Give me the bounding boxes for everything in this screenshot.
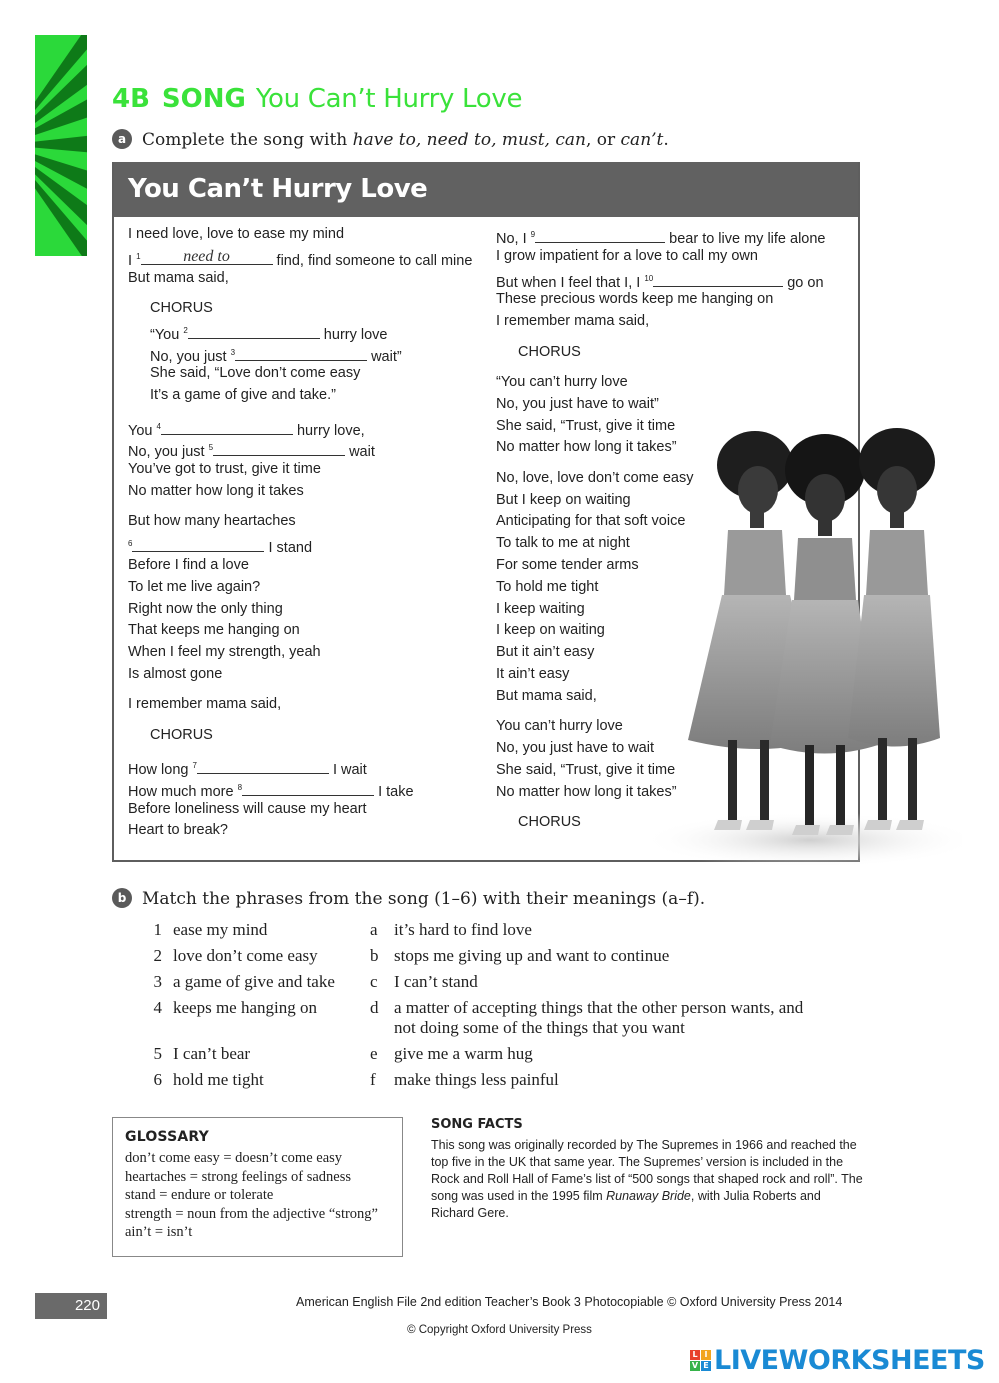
lyric-line: $^6$ I stand xyxy=(128,539,313,557)
lyric-line: But mama said, xyxy=(128,269,229,286)
glossary-entry: strength = noun from the adjective “strong” xyxy=(125,1205,378,1222)
lyric-line: When I feel my strength, yeah xyxy=(128,644,321,661)
lyric-line: No matter how long it takes xyxy=(128,482,304,499)
lyric-line: To hold me tight xyxy=(496,578,599,595)
lyric-line: But how many heartaches xyxy=(128,513,296,530)
lyric-line: But I keep on waiting xyxy=(496,491,631,508)
badge-a: a xyxy=(112,129,132,149)
section-heading xyxy=(112,84,522,114)
glossary-entry: heartaches = strong feelings of sadness xyxy=(125,1168,352,1185)
lyric-line: It ain’t easy xyxy=(496,665,570,682)
glossary-entry: ain’t = isn’t xyxy=(125,1224,193,1241)
song-facts-text: This song was originally recorded by The Supremes in 1966 and reached the top five in the UK that same year. The Supremes’ version is included in the Rock and Roll Hall of Fame’s list of “500 songs that shaped rock and roll”. The song was used in the 1995 film Runaway Bride, with Julia Roberts and Richard Gere. xyxy=(431,1138,863,1220)
chorus-label: CHORUS xyxy=(150,726,213,743)
chorus-label: CHORUS xyxy=(150,299,213,316)
lyric-line: No matter how long it takes” xyxy=(496,783,677,800)
blank-3[interactable] xyxy=(235,347,367,361)
lesson-code: 4B xyxy=(112,84,150,114)
blank-9[interactable] xyxy=(535,229,665,243)
chorus-label: CHORUS xyxy=(518,813,581,830)
lyric-line: For some tender arms xyxy=(496,556,639,573)
blank-1[interactable] xyxy=(141,247,273,265)
lyric-line: “You $^2$ hurry love xyxy=(150,325,388,343)
lyric-line: She said, “Trust, give it time xyxy=(496,417,676,434)
lyric-line: I remember mama said, xyxy=(128,696,282,713)
lyric-line: I need love, love to ease my mind xyxy=(128,226,345,242)
section-kind: SONG xyxy=(161,84,246,114)
lyric-line: Right now the only thing xyxy=(128,600,283,617)
lyric-line: But when I feel that I, I $^{10}$ go on xyxy=(496,273,824,291)
glossary-entry: don’t come easy = doesn’t come easy xyxy=(125,1150,343,1166)
page-title: You Can’t Hurry Love xyxy=(255,84,523,114)
lyric-line: I keep on waiting xyxy=(496,622,605,639)
lyric-line: She said, “Love don’t come easy xyxy=(150,365,361,382)
lyric-line: No, you just have to wait” xyxy=(496,395,659,412)
song-title-band: You Can’t Hurry Love xyxy=(114,162,858,217)
lyric-line: Before loneliness will cause my heart xyxy=(128,800,367,817)
brand-name: LIVEWORKSHEETS xyxy=(714,1344,985,1376)
lyric-line: I remember mama said, xyxy=(496,313,650,330)
instruction-a: a Complete the song with have to, need to, must, can, or can’t. xyxy=(112,130,669,151)
lyric-line: No, you just have to wait xyxy=(496,739,654,756)
song-facts xyxy=(431,1117,866,1222)
lyric-line: Anticipating for that soft voice xyxy=(496,513,686,530)
blank-4[interactable] xyxy=(161,421,293,435)
glossary-box xyxy=(112,1117,403,1257)
lyrics-right-column xyxy=(496,224,826,834)
lyric-line: You’ve got to trust, give it time xyxy=(128,461,321,478)
glossary-title: GLOSSARY xyxy=(125,1129,209,1145)
lyric-line: It’s a game of give and take.” xyxy=(150,387,336,404)
lyric-line: How much more $^8$ I take xyxy=(128,782,414,800)
page-number: 220 xyxy=(35,1293,107,1319)
lyric-line: You can’t hurry love xyxy=(496,718,623,735)
lyric-line: But mama said, xyxy=(496,687,597,704)
lyric-line: No, you just $^5$ wait xyxy=(128,443,375,461)
lyric-line: I keep waiting xyxy=(496,600,585,617)
blank-5[interactable] xyxy=(213,442,345,456)
lyric-line: To let me live again? xyxy=(128,578,261,595)
logo-blocks-icon: L I V E xyxy=(690,1350,711,1371)
lyric-line: How long $^7$ I wait xyxy=(128,761,367,779)
lyric-line: Before I find a love xyxy=(128,556,249,573)
liveworksheets-logo[interactable] xyxy=(690,1344,985,1376)
lyric-line: I grow impatient for a love to call my own xyxy=(496,247,758,264)
blank-10[interactable] xyxy=(653,273,783,287)
blank-6[interactable] xyxy=(132,538,264,552)
lyric-line: No matter how long it takes” xyxy=(496,439,677,456)
blank-8[interactable] xyxy=(242,782,374,796)
lyric-line: But it ain’t easy xyxy=(496,644,595,661)
lyric-line: Heart to break? xyxy=(128,822,228,839)
lyrics-left-column xyxy=(128,224,472,842)
lyric-line: No, I $^9$ bear to live my life alone xyxy=(496,230,826,247)
footer-credit: American English File 2nd edition Teacher’s Book 3 Photocopiable © Oxford University Press 2014 xyxy=(296,1295,843,1309)
lyric-line: I $^1$ need to find, find someone to call mine xyxy=(128,247,473,269)
lyric-line: She said, “Trust, give it time xyxy=(496,761,676,778)
blank-7[interactable] xyxy=(197,760,329,774)
sunburst-decoration xyxy=(35,35,87,256)
lyric-line: “You can’t hurry love xyxy=(496,373,628,390)
lyric-line: You $^4$ hurry love, xyxy=(128,421,365,439)
blank-2[interactable] xyxy=(188,325,320,339)
lyric-line: No, you just $^3$ wait” xyxy=(150,347,402,365)
lyric-line: Is almost gone xyxy=(128,665,223,682)
lyric-line: That keeps me hanging on xyxy=(128,622,300,639)
instruction-b: b Match the phrases from the song (1–6) with their meanings (a–f). xyxy=(112,889,705,910)
chorus-label: CHORUS xyxy=(518,343,581,360)
answer-1: need to xyxy=(183,247,230,265)
lyric-line: These precious words keep me hanging on xyxy=(496,291,774,308)
lyric-line: No, love, love don’t come easy xyxy=(496,469,694,486)
badge-b: b xyxy=(112,888,132,908)
copyright-line: © Copyright Oxford University Press xyxy=(407,1324,592,1336)
glossary-entry: stand = endure or tolerate xyxy=(125,1187,274,1204)
lyric-line: To talk to me at night xyxy=(496,535,630,552)
song-facts-title: SONG FACTS xyxy=(431,1117,523,1132)
